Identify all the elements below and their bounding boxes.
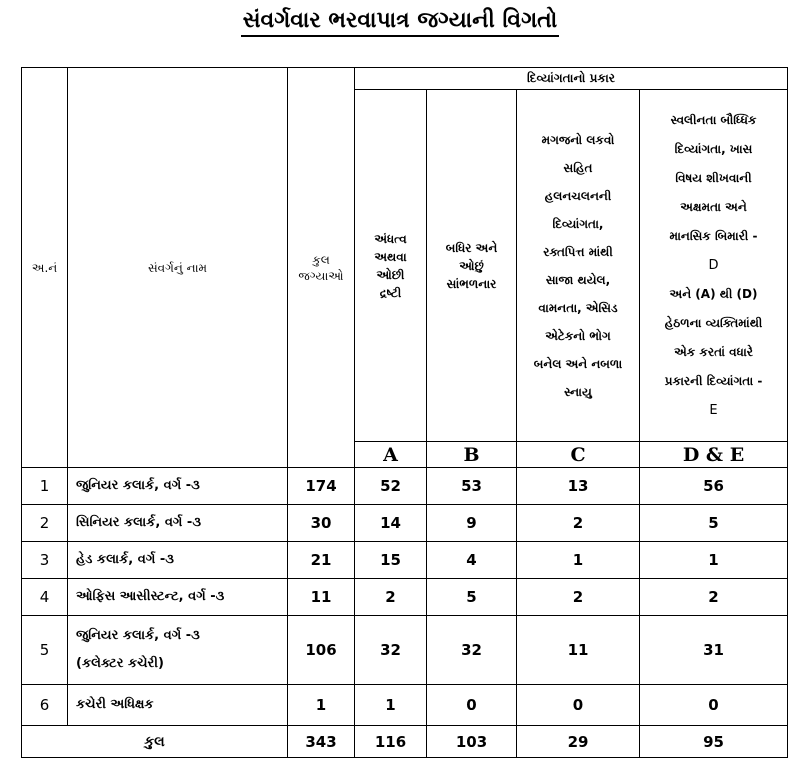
row-c: 2 — [517, 579, 640, 616]
total-a: 116 — [355, 726, 427, 758]
row-b: 32 — [427, 616, 517, 685]
header-row-1 — [22, 68, 788, 90]
total-c: 29 — [517, 726, 640, 758]
header-letter-a: A — [355, 442, 427, 468]
table-row — [22, 505, 788, 542]
total-row — [22, 726, 788, 758]
row-a: 32 — [355, 616, 427, 685]
header-total-posts: કુલ જગ્યાઓ — [288, 68, 355, 468]
row-b: 5 — [427, 579, 517, 616]
row-a: 1 — [355, 685, 427, 726]
header-letter-b: B — [427, 442, 517, 468]
vacancy-table — [21, 67, 788, 758]
header-col-a-desc: અંધત્વ અથવા ઓછી દ્રષ્ટી — [355, 90, 427, 442]
table-row — [22, 685, 788, 726]
row-a: 52 — [355, 468, 427, 505]
row-cadre-name: ઓફિસ આસીસ્ટન્ટ, વર્ગ -૩ — [68, 579, 288, 616]
total-b: 103 — [427, 726, 517, 758]
row-de: 31 — [640, 616, 788, 685]
header-col-de-desc: સ્વલીનતા બૌધ્ધિક દિવ્યાંગતા, ખાસ વિષય શીખવાની અક્ષમતા અને માનસિક બિમારી - D અને (A) થી (D) હેઠળના વ્યક્તિમાંથી એક કરતાં વધારે પ્રકારની દિવ્યાંગતા - E — [640, 90, 788, 442]
row-b: 9 — [427, 505, 517, 542]
row-total: 174 — [288, 468, 355, 505]
row-b: 53 — [427, 468, 517, 505]
row-total: 1 — [288, 685, 355, 726]
row-cadre-name: જુનિયર કલાર્ક, વર્ગ -૩ — [68, 468, 288, 505]
row-total: 11 — [288, 579, 355, 616]
row-c: 2 — [517, 505, 640, 542]
row-cadre-name: હેડ કલાર્ક, વર્ગ -૩ — [68, 542, 288, 579]
header-cadre-name: સંવર્ગનું નામ — [68, 68, 288, 468]
row-cadre-name: જુનિયર કલાર્ક, વર્ગ -૩ (કલેક્ટર કચેરી) — [68, 616, 288, 685]
row-cadre-name: સિનિયર કલાર્ક, વર્ગ -૩ — [68, 505, 288, 542]
header-letter-c: C — [517, 442, 640, 468]
row-sr: 4 — [22, 579, 68, 616]
row-c: 11 — [517, 616, 640, 685]
row-b: 4 — [427, 542, 517, 579]
page-title: સંવર્ગવાર ભરવાપાત્ર જગ્યાની વિગતો — [0, 8, 800, 33]
row-a: 2 — [355, 579, 427, 616]
row-sr: 5 — [22, 616, 68, 685]
row-de: 1 — [640, 542, 788, 579]
row-sr: 2 — [22, 505, 68, 542]
total-posts-value: 343 — [288, 726, 355, 758]
header-disability-type: દિવ્યાંગતાનો પ્રકાર — [355, 68, 788, 90]
total-de: 95 — [640, 726, 788, 758]
row-sr: 3 — [22, 542, 68, 579]
table-row — [22, 579, 788, 616]
row-total: 30 — [288, 505, 355, 542]
row-a: 15 — [355, 542, 427, 579]
row-de: 56 — [640, 468, 788, 505]
row-total: 106 — [288, 616, 355, 685]
row-b: 0 — [427, 685, 517, 726]
row-sr: 6 — [22, 685, 68, 726]
table-row — [22, 468, 788, 505]
header-sr-no: અ.નં — [22, 68, 68, 468]
row-c: 13 — [517, 468, 640, 505]
row-sr: 1 — [22, 468, 68, 505]
row-c: 1 — [517, 542, 640, 579]
row-cadre-name: કચેરી અધિક્ષક — [68, 685, 288, 726]
total-label: કુલ — [22, 726, 288, 758]
header-col-b-desc: બધિર અને ઓછું સાંભળનાર — [427, 90, 517, 442]
table-row — [22, 542, 788, 579]
header-col-c-desc: મગજનો લકવો સહિત હલનચલનની દિવ્યાંગતા, રક્તપિત્ત માંથી સાજા થયેલ, વામનતા, એસિડ એટેકનો ભોગ બનેલ અને નબળા સ્નાયુ — [517, 90, 640, 442]
row-total: 21 — [288, 542, 355, 579]
table-row — [22, 616, 788, 685]
row-de: 0 — [640, 685, 788, 726]
row-a: 14 — [355, 505, 427, 542]
row-c: 0 — [517, 685, 640, 726]
row-de: 5 — [640, 505, 788, 542]
header-letter-de: D & E — [640, 442, 788, 468]
row-de: 2 — [640, 579, 788, 616]
